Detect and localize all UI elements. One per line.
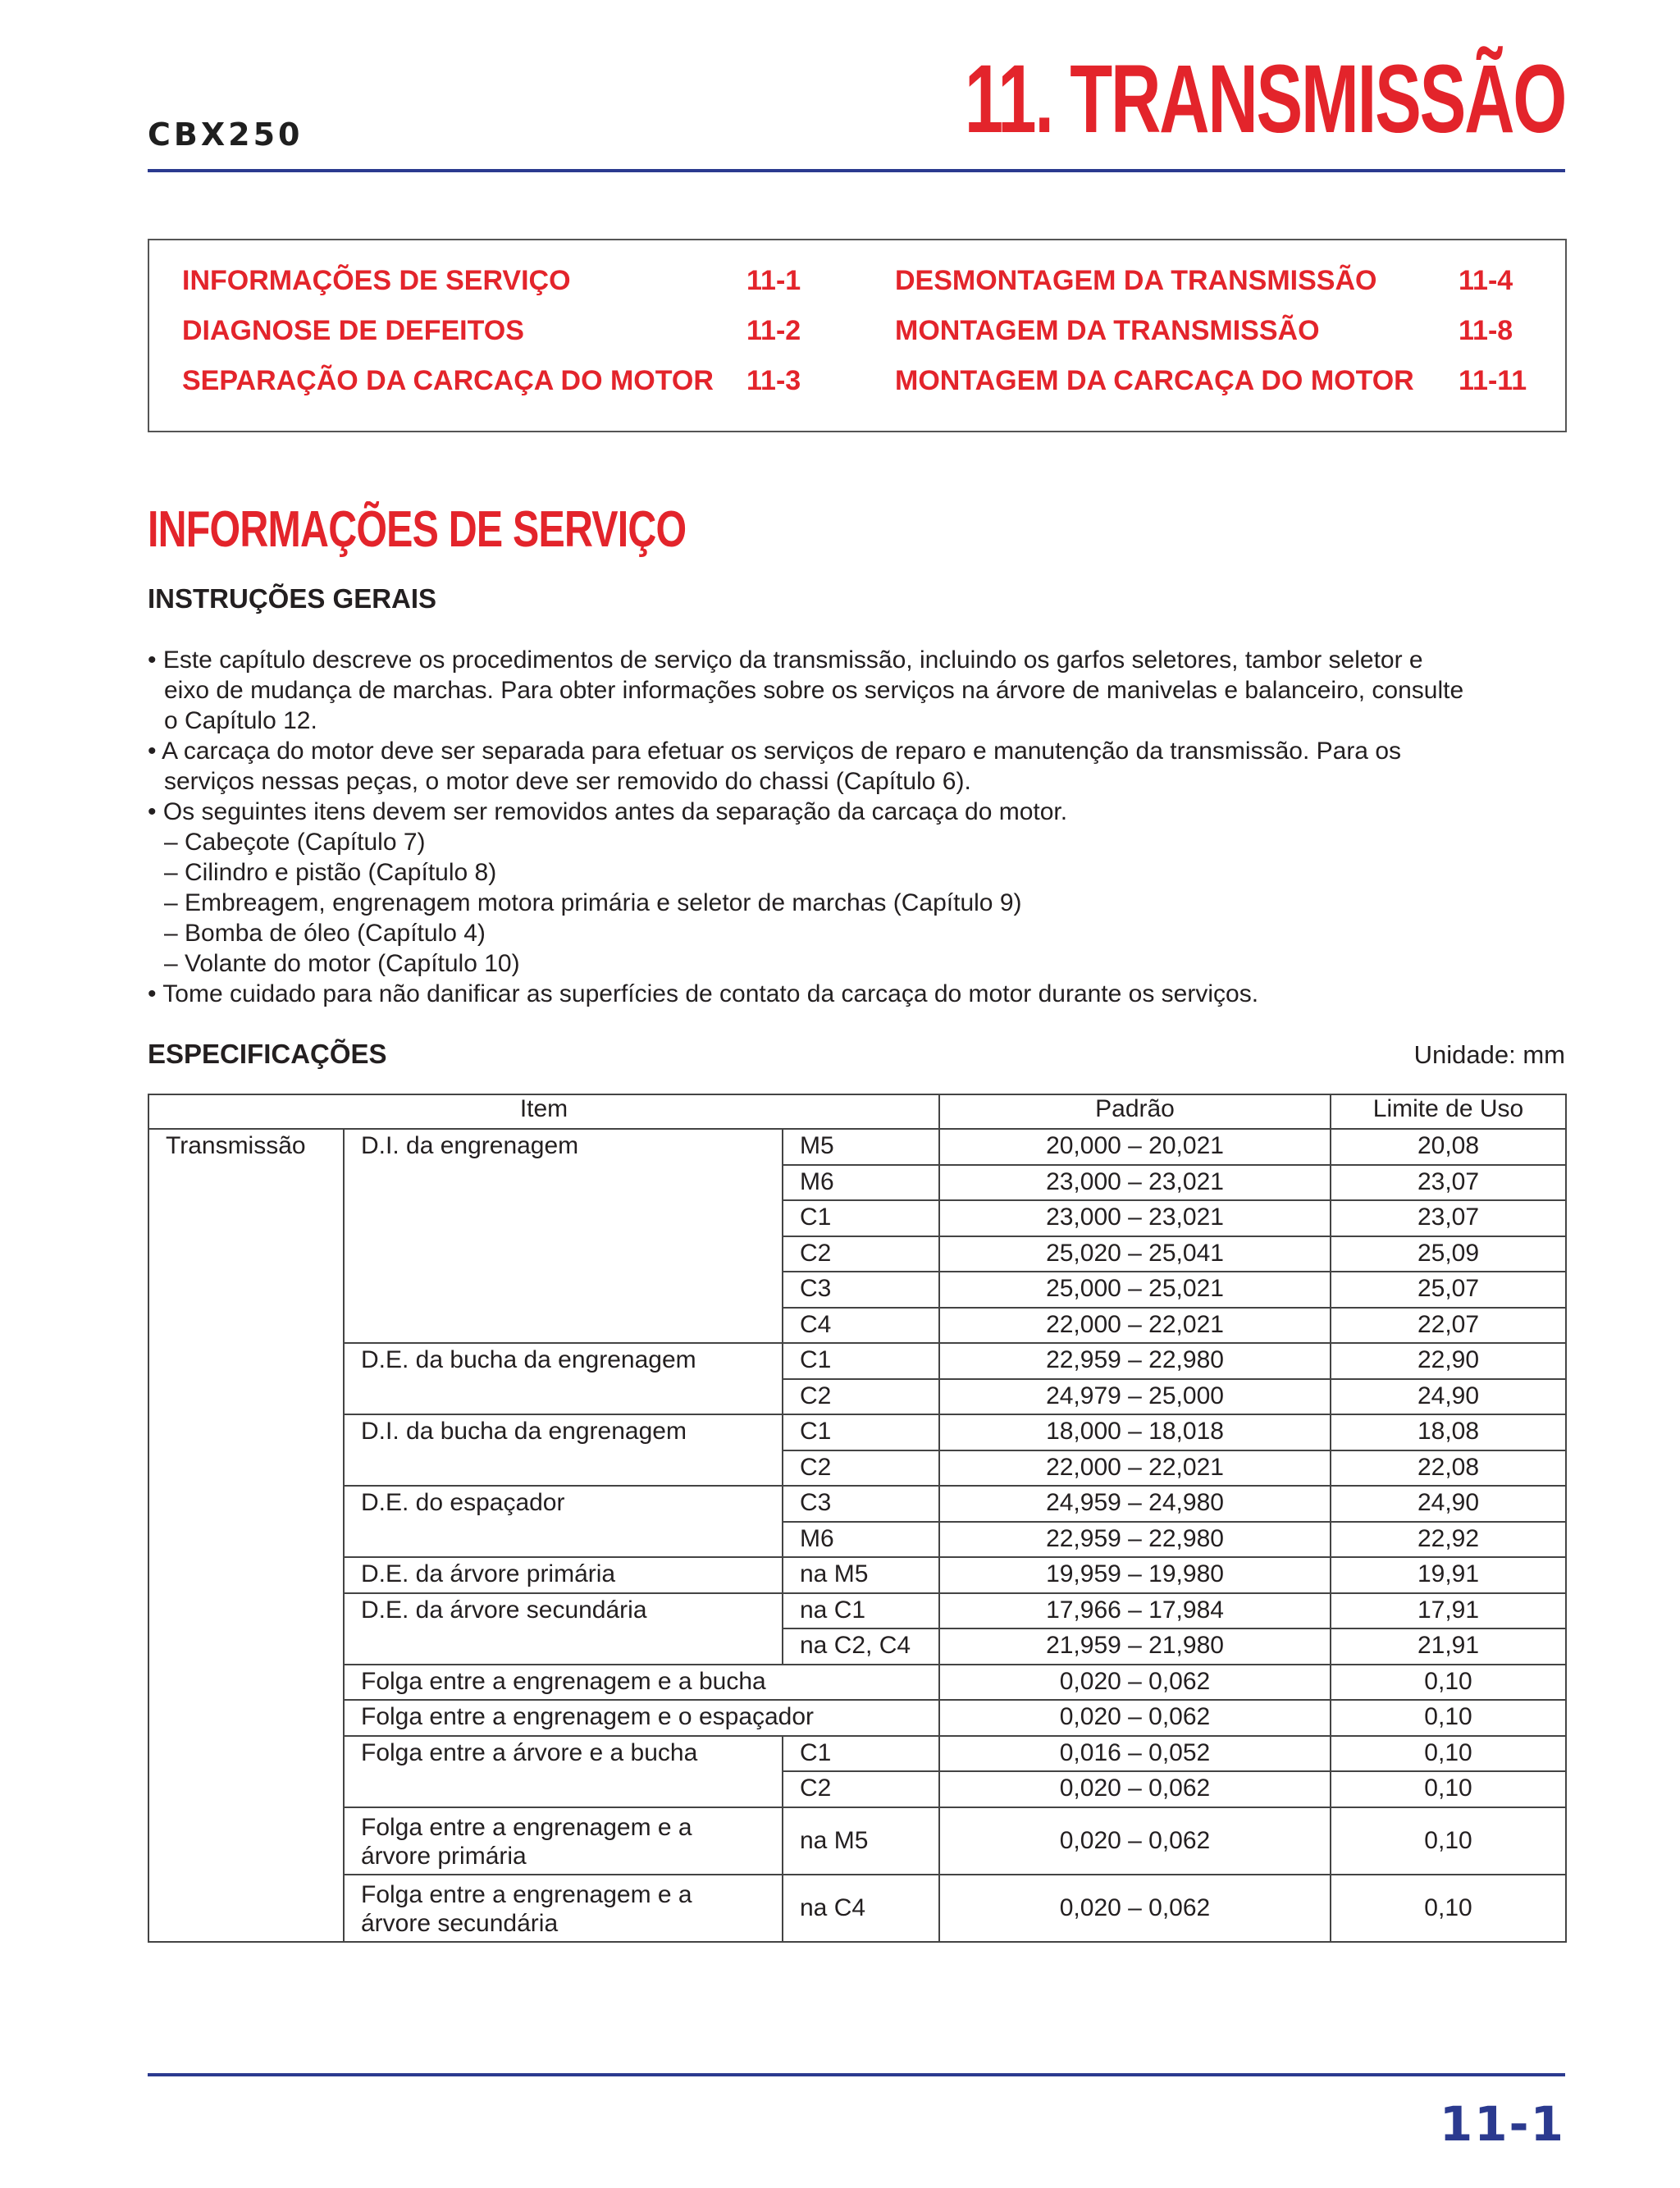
toc-item-label[interactable]: INFORMAÇÕES DE SERVIÇO xyxy=(182,265,571,296)
item-name-cell: D.E. da árvore primária xyxy=(344,1557,783,1593)
table-row xyxy=(148,1486,1566,1522)
instruction-line: serviços nessas peças, o motor deve ser removido do chassi (Capítulo 6). xyxy=(164,768,971,795)
toc-item-page[interactable]: 11-11 xyxy=(1459,365,1527,396)
standard-cell: 22,000 – 22,021 xyxy=(939,1308,1331,1344)
standard-cell: 20,000 – 20,021 xyxy=(939,1129,1331,1165)
standard-cell: 17,966 – 17,984 xyxy=(939,1593,1331,1629)
standard-cell: 23,000 – 23,021 xyxy=(939,1200,1331,1236)
table-row xyxy=(148,1557,1566,1593)
limit-cell: 17,91 xyxy=(1331,1593,1566,1629)
standard-cell: 0,020 – 0,062 xyxy=(939,1700,1331,1736)
item-name-cell: D.E. do espaçador xyxy=(344,1486,783,1557)
table-header-row xyxy=(148,1094,1566,1129)
sub-cell: C2 xyxy=(783,1771,939,1807)
toc-item-page[interactable]: 11-1 xyxy=(746,265,801,296)
standard-cell: 24,959 – 24,980 xyxy=(939,1486,1331,1522)
section-title: INFORMAÇÕES DE SERVIÇO xyxy=(148,501,687,558)
limit-cell: 22,90 xyxy=(1331,1343,1566,1379)
limit-cell: 25,09 xyxy=(1331,1236,1566,1272)
item-name-line: árvore primária xyxy=(361,1842,527,1870)
sub-cell: C3 xyxy=(783,1272,939,1308)
limit-cell: 20,08 xyxy=(1331,1129,1566,1165)
model-name: CBX250 xyxy=(148,116,304,153)
instruction-line: • A carcaça do motor deve ser separada para efetuar os serviços de reparo e manutenção da transmissão. Para os xyxy=(148,738,1402,765)
item-name-cell xyxy=(344,1807,783,1875)
unit-label: Unidade: mm xyxy=(1413,1040,1565,1069)
toc-item-label[interactable]: MONTAGEM DA TRANSMISSÃO xyxy=(895,315,1320,346)
group-cell: Transmissão xyxy=(148,1129,344,1942)
toc-item-page[interactable]: 11-2 xyxy=(746,315,801,346)
item-name-cell xyxy=(344,1875,783,1942)
toc-item-page[interactable]: 11-3 xyxy=(746,365,801,396)
instruction-line: – Cilindro e pistão (Capítulo 8) xyxy=(164,859,497,886)
standard-cell: 24,979 – 25,000 xyxy=(939,1379,1331,1415)
table-row xyxy=(148,1593,1566,1629)
standard-cell: 25,020 – 25,041 xyxy=(939,1236,1331,1272)
instruction-line: • Este capítulo descreve os procedimentos de serviço da transmissão, incluindo os garfos seletores, tambor seletor e xyxy=(148,646,1423,674)
toc-item-label[interactable]: DIAGNOSE DE DEFEITOS xyxy=(182,315,524,346)
sub-cell: na M5 xyxy=(783,1807,939,1875)
sub-cell: na C1 xyxy=(783,1593,939,1629)
limit-cell: 22,08 xyxy=(1331,1450,1566,1487)
table-row xyxy=(148,1665,1566,1701)
header-divider xyxy=(148,169,1565,172)
sub-cell: M6 xyxy=(783,1165,939,1201)
item-name-cell: Folga entre a engrenagem e o espaçador xyxy=(344,1700,939,1736)
standard-cell: 22,959 – 22,980 xyxy=(939,1343,1331,1379)
instruction-line: • Tome cuidado para não danificar as superfícies de contato da carcaça do motor durante os serviços. xyxy=(148,980,1259,1007)
sub-cell: C2 xyxy=(783,1236,939,1272)
limit-cell: 18,08 xyxy=(1331,1414,1566,1450)
column-header-standard: Padrão xyxy=(939,1094,1331,1129)
instruction-line: • Os seguintes itens devem ser removidos antes da separação da carcaça do motor. xyxy=(148,798,1068,825)
page-number: 11-1 xyxy=(1439,2096,1565,2152)
toc-item-page[interactable]: 11-8 xyxy=(1459,315,1513,346)
item-name-cell: Folga entre a árvore e a bucha xyxy=(344,1736,783,1807)
instruction-line: – Cabeçote (Capítulo 7) xyxy=(164,829,426,856)
instruction-line: eixo de mudança de marchas. Para obter informações sobre os serviços na árvore de manivelas e balanceiro, consulte xyxy=(164,677,1464,704)
sub-cell: C1 xyxy=(783,1736,939,1772)
sub-cell: M6 xyxy=(783,1522,939,1558)
limit-cell: 0,10 xyxy=(1331,1771,1566,1807)
sub-cell: C4 xyxy=(783,1308,939,1344)
general-instructions-heading: INSTRUÇÕES GERAIS xyxy=(148,583,437,614)
limit-cell: 0,10 xyxy=(1331,1736,1566,1772)
limit-cell: 23,07 xyxy=(1331,1200,1566,1236)
sub-cell: C2 xyxy=(783,1379,939,1415)
limit-cell: 22,92 xyxy=(1331,1522,1566,1558)
instruction-line: – Bomba de óleo (Capítulo 4) xyxy=(164,920,486,947)
standard-cell: 0,020 – 0,062 xyxy=(939,1875,1331,1942)
specifications-table xyxy=(148,1094,1567,1943)
table-row xyxy=(148,1700,1566,1736)
item-name-cell: Folga entre a engrenagem e a bucha xyxy=(344,1665,939,1701)
toc-item-page[interactable]: 11-4 xyxy=(1459,265,1513,296)
instruction-line: – Embreagem, engrenagem motora primária e seletor de marchas (Capítulo 9) xyxy=(164,889,1022,916)
footer-divider xyxy=(148,2073,1565,2076)
chapter-title: 11. TRANSMISSÃO xyxy=(964,45,1565,153)
limit-cell: 24,90 xyxy=(1331,1379,1566,1415)
standard-cell: 0,020 – 0,062 xyxy=(939,1807,1331,1875)
column-header-item: Item xyxy=(148,1094,939,1129)
standard-cell: 23,000 – 23,021 xyxy=(939,1165,1331,1201)
sub-cell: M5 xyxy=(783,1129,939,1165)
standard-cell: 0,020 – 0,062 xyxy=(939,1665,1331,1701)
sub-cell: C1 xyxy=(783,1200,939,1236)
standard-cell: 22,000 – 22,021 xyxy=(939,1450,1331,1487)
limit-cell: 23,07 xyxy=(1331,1165,1566,1201)
limit-cell: 0,10 xyxy=(1331,1807,1566,1875)
standard-cell: 0,016 – 0,052 xyxy=(939,1736,1331,1772)
table-row xyxy=(148,1129,1566,1165)
item-name-line: Folga entre a engrenagem e a xyxy=(361,1813,692,1841)
sub-cell: na C2, C4 xyxy=(783,1628,939,1665)
sub-cell: C2 xyxy=(783,1450,939,1487)
column-header-limit: Limite de Uso xyxy=(1331,1094,1566,1129)
instruction-line: – Volante do motor (Capítulo 10) xyxy=(164,950,520,977)
standard-cell: 19,959 – 19,980 xyxy=(939,1557,1331,1593)
sub-cell: C1 xyxy=(783,1343,939,1379)
general-instructions xyxy=(148,645,1565,1009)
table-row xyxy=(148,1414,1566,1450)
standard-cell: 25,000 – 25,021 xyxy=(939,1272,1331,1308)
item-name-line: árvore secundária xyxy=(361,1909,559,1937)
limit-cell: 21,91 xyxy=(1331,1628,1566,1665)
specifications-heading: ESPECIFICAÇÕES xyxy=(148,1039,387,1069)
standard-cell: 18,000 – 18,018 xyxy=(939,1414,1331,1450)
instruction-line: o Capítulo 12. xyxy=(164,707,317,734)
limit-cell: 0,10 xyxy=(1331,1875,1566,1942)
sub-cell: C1 xyxy=(783,1414,939,1450)
table-row xyxy=(148,1807,1566,1875)
item-name-cell: D.E. da bucha da engrenagem xyxy=(344,1343,783,1414)
table-of-contents xyxy=(148,239,1567,432)
limit-cell: 0,10 xyxy=(1331,1700,1566,1736)
item-name-cell: D.I. da engrenagem xyxy=(344,1129,783,1343)
item-name-line: Folga entre a engrenagem e a xyxy=(361,1880,692,1908)
toc-item-label[interactable]: MONTAGEM DA CARCAÇA DO MOTOR xyxy=(895,365,1414,396)
item-name-cell: D.E. da árvore secundária xyxy=(344,1593,783,1665)
standard-cell: 22,959 – 22,980 xyxy=(939,1522,1331,1558)
limit-cell: 19,91 xyxy=(1331,1557,1566,1593)
limit-cell: 24,90 xyxy=(1331,1486,1566,1522)
table-row xyxy=(148,1343,1566,1379)
toc-item-label[interactable]: SEPARAÇÃO DA CARCAÇA DO MOTOR xyxy=(182,365,714,396)
sub-cell: na M5 xyxy=(783,1557,939,1593)
toc-item-label[interactable]: DESMONTAGEM DA TRANSMISSÃO xyxy=(895,265,1377,296)
limit-cell: 25,07 xyxy=(1331,1272,1566,1308)
sub-cell: na C4 xyxy=(783,1875,939,1942)
limit-cell: 22,07 xyxy=(1331,1308,1566,1344)
standard-cell: 21,959 – 21,980 xyxy=(939,1628,1331,1665)
item-name-cell: D.I. da bucha da engrenagem xyxy=(344,1414,783,1486)
limit-cell: 0,10 xyxy=(1331,1665,1566,1701)
sub-cell: C3 xyxy=(783,1486,939,1522)
table-row xyxy=(148,1875,1566,1942)
table-row xyxy=(148,1736,1566,1772)
standard-cell: 0,020 – 0,062 xyxy=(939,1771,1331,1807)
